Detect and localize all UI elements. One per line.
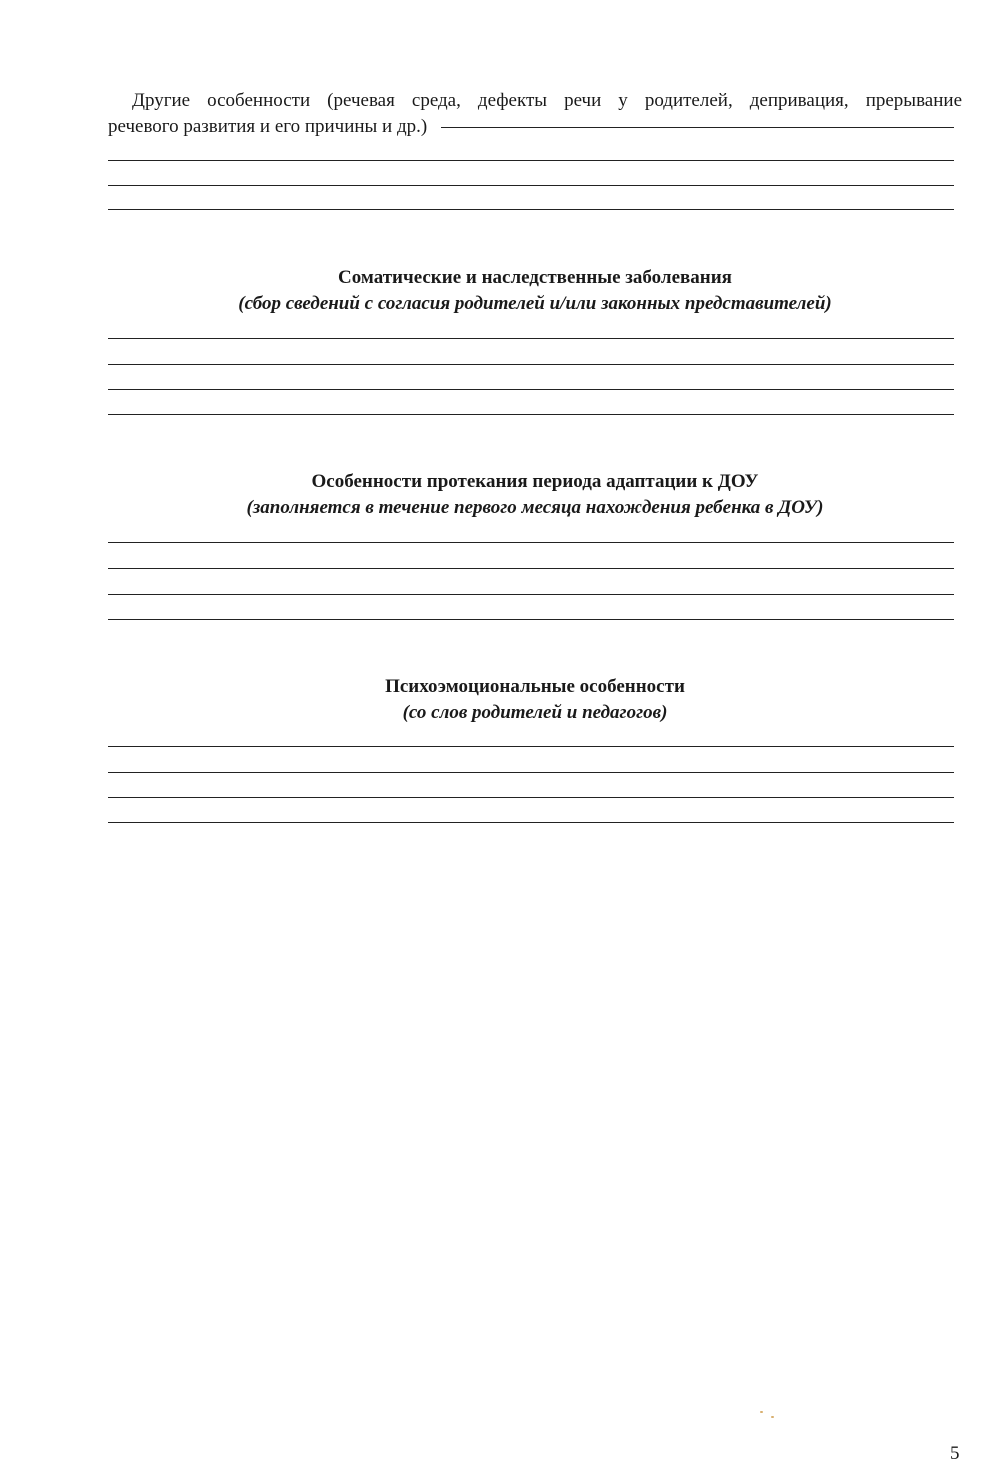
section-adaptation — [108, 469, 962, 521]
intro-line-2-text: речевого развития и его причины и др.) — [108, 116, 428, 137]
section-psychoemotional — [108, 674, 962, 726]
somatic-answer-line[interactable] — [108, 389, 954, 390]
adaptation-answer-line[interactable] — [108, 568, 954, 569]
psychoemotional-answer-line[interactable] — [108, 746, 954, 747]
page-number: 5 — [950, 1443, 960, 1464]
section-somatic — [108, 265, 962, 317]
somatic-answer-line[interactable] — [108, 338, 954, 339]
intro-paragraph — [108, 88, 962, 140]
intro-answer-line[interactable] — [441, 127, 954, 128]
intro-line-1: Другие особенности (речевая среда, дефекты речи у родителей, депривация, прерывание — [132, 90, 962, 111]
psychoemotional-answer-line[interactable] — [108, 797, 954, 798]
somatic-answer-line[interactable] — [108, 364, 954, 365]
intro-answer-line[interactable] — [108, 209, 954, 210]
section-title: Соматические и наследственные заболевания — [338, 267, 732, 288]
scan-speck — [771, 1416, 774, 1418]
psychoemotional-answer-line[interactable] — [108, 822, 954, 823]
adaptation-answer-line[interactable] — [108, 542, 954, 543]
section-title: Психоэмоциональные особенности — [385, 676, 685, 697]
section-subtitle: (сбор сведений с согласия родителей и/или законных представителей) — [238, 293, 832, 314]
intro-answer-line[interactable] — [108, 185, 954, 186]
intro-answer-line[interactable] — [108, 160, 954, 161]
somatic-answer-line[interactable] — [108, 414, 954, 415]
section-subtitle: (заполняется в течение первого месяца нахождения ребенка в ДОУ) — [246, 497, 824, 518]
section-subtitle: (со слов родителей и педагогов) — [402, 702, 668, 723]
intro-line-2 — [108, 114, 962, 140]
adaptation-answer-line[interactable] — [108, 594, 954, 595]
section-title: Особенности протекания периода адаптации к ДОУ — [311, 471, 759, 492]
adaptation-answer-line[interactable] — [108, 619, 954, 620]
psychoemotional-answer-line[interactable] — [108, 772, 954, 773]
scan-speck — [760, 1411, 763, 1413]
